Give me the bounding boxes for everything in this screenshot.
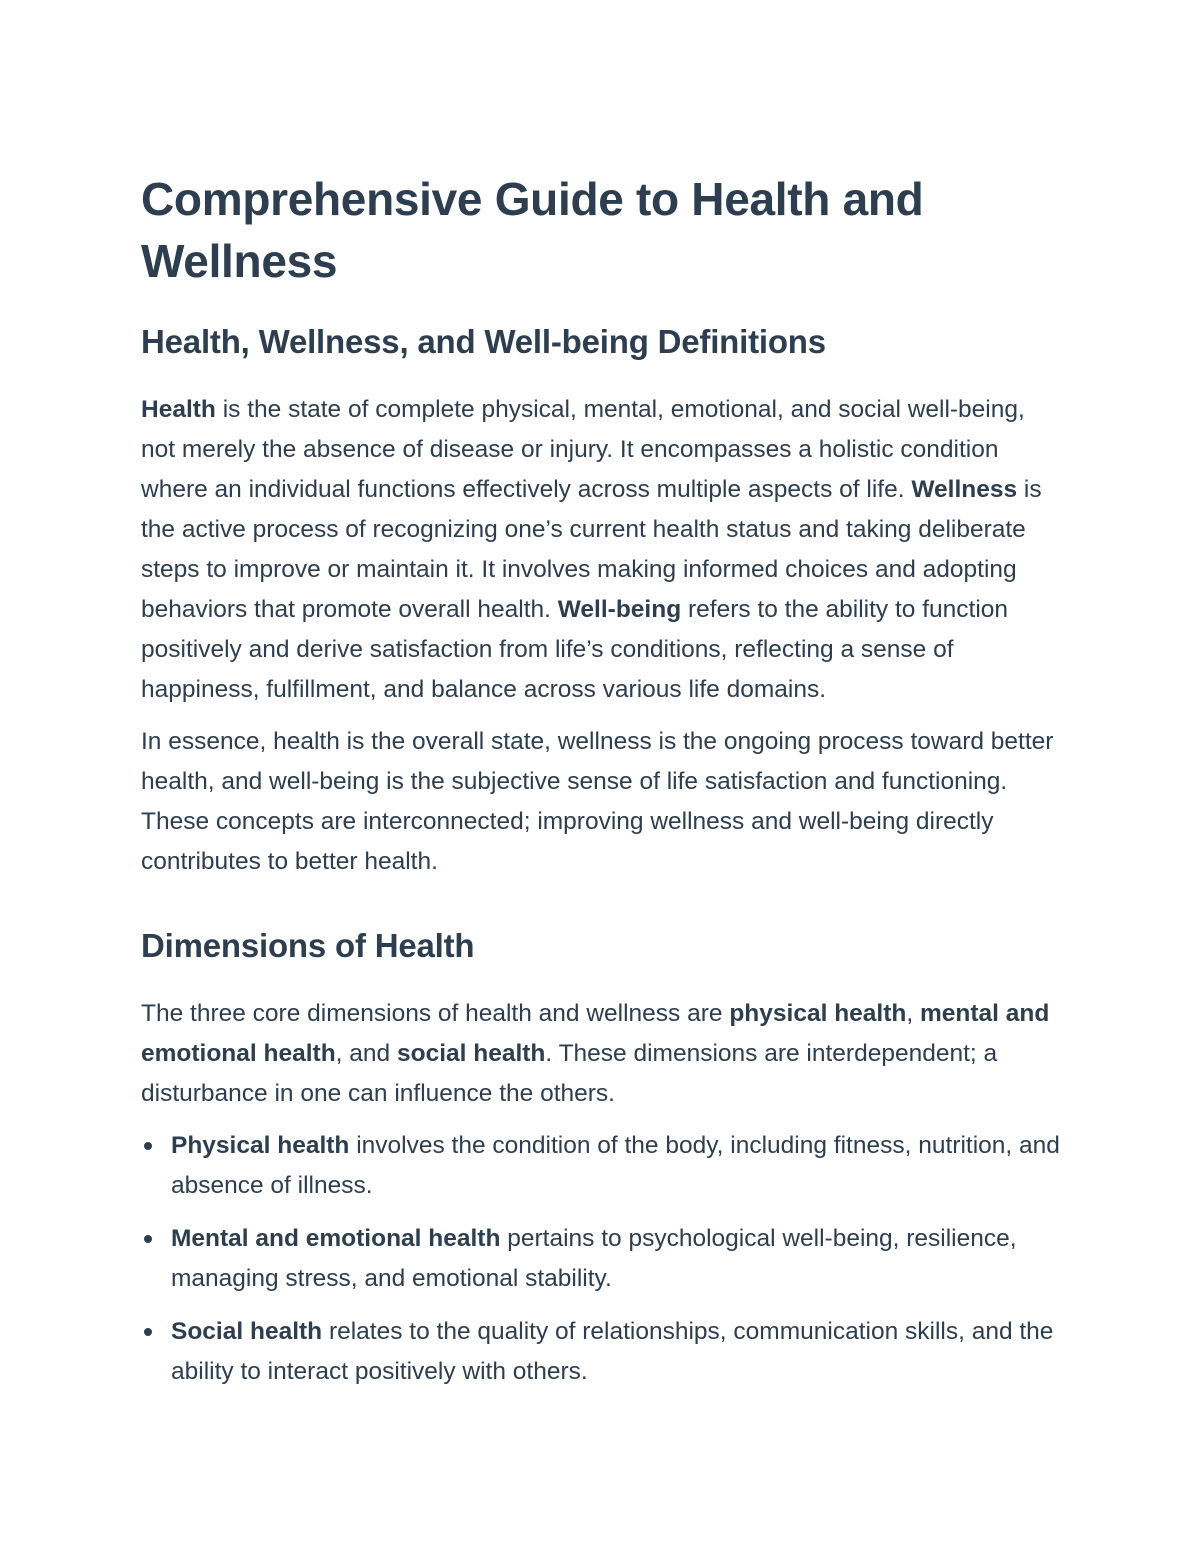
list-item-term: Mental and emotional health: [171, 1225, 501, 1252]
intro-text-2: ,: [906, 1000, 920, 1027]
list-item-text: pertains to psychological well-being, resilience, managing stress, and emotional stability.: [171, 1225, 1017, 1292]
document-page: [141, 168, 1061, 1405]
section-heading-definitions: Health, Wellness, and Well-being Definitions: [141, 323, 826, 360]
intro-text-1: The three core dimensions of health and wellness are: [141, 1000, 730, 1027]
list-item: [141, 1126, 1061, 1206]
section-heading-dimensions: Dimensions of Health: [141, 927, 475, 964]
summary-paragraph: In essence, health is the overall state, wellness is the ongoing process toward better health, and well-being is the subjective sense of life satisfaction and functioning. These concepts are interconnected; improving wellness and well-being directly contributes to better health.: [141, 728, 1054, 875]
intro-text-4: . These dimensions are interdependent; a disturbance in one can influence the others.: [141, 1040, 998, 1107]
dimensions-list: [141, 1126, 1061, 1392]
health-term: Health: [141, 396, 216, 423]
wellbeing-term: Well-being: [557, 596, 682, 623]
definitions-paragraph: [141, 390, 1061, 710]
mental-emotional-health-term: mental and emotional health: [141, 1000, 1050, 1067]
document-title: Comprehensive Guide to Health and Wellness: [141, 173, 924, 287]
intro-text-3: , and: [335, 1040, 397, 1067]
health-definition-text: is the state of complete physical, mental, emotional, and social well-being, not merely the absence of disease or injury. It encompasses a holistic condition where an individual functions effectively across multiple aspects of life.: [141, 396, 1025, 503]
bullet-icon: [144, 1235, 152, 1243]
wellness-term: Wellness: [911, 476, 1018, 503]
bullet-icon: [144, 1142, 152, 1150]
social-health-term: social health: [396, 1040, 546, 1067]
list-item-text: involves the condition of the body, including fitness, nutrition, and absence of illness.: [171, 1132, 1060, 1199]
list-item-term: Physical health: [171, 1132, 350, 1159]
physical-health-term: physical health: [729, 1000, 907, 1027]
list-item-text: relates to the quality of relationships, communication skills, and the ability to interact positively with others.: [171, 1318, 1054, 1385]
wellbeing-definition-text: refers to the ability to function positively and derive satisfaction from life’s conditions, reflecting a sense of happiness, fulfillment, and balance across various life domains.: [141, 596, 1009, 703]
wellness-definition-text: is the active process of recognizing one’s current health status and taking deliberate steps to improve or maintain it. It involves making informed choices and adopting behaviors that promote overall health.: [141, 476, 1042, 623]
dimensions-intro-paragraph: [141, 994, 1061, 1114]
list-item-term: Social health: [171, 1318, 323, 1345]
bullet-icon: [144, 1328, 152, 1336]
list-item: [141, 1219, 1061, 1299]
list-item: [141, 1312, 1061, 1392]
